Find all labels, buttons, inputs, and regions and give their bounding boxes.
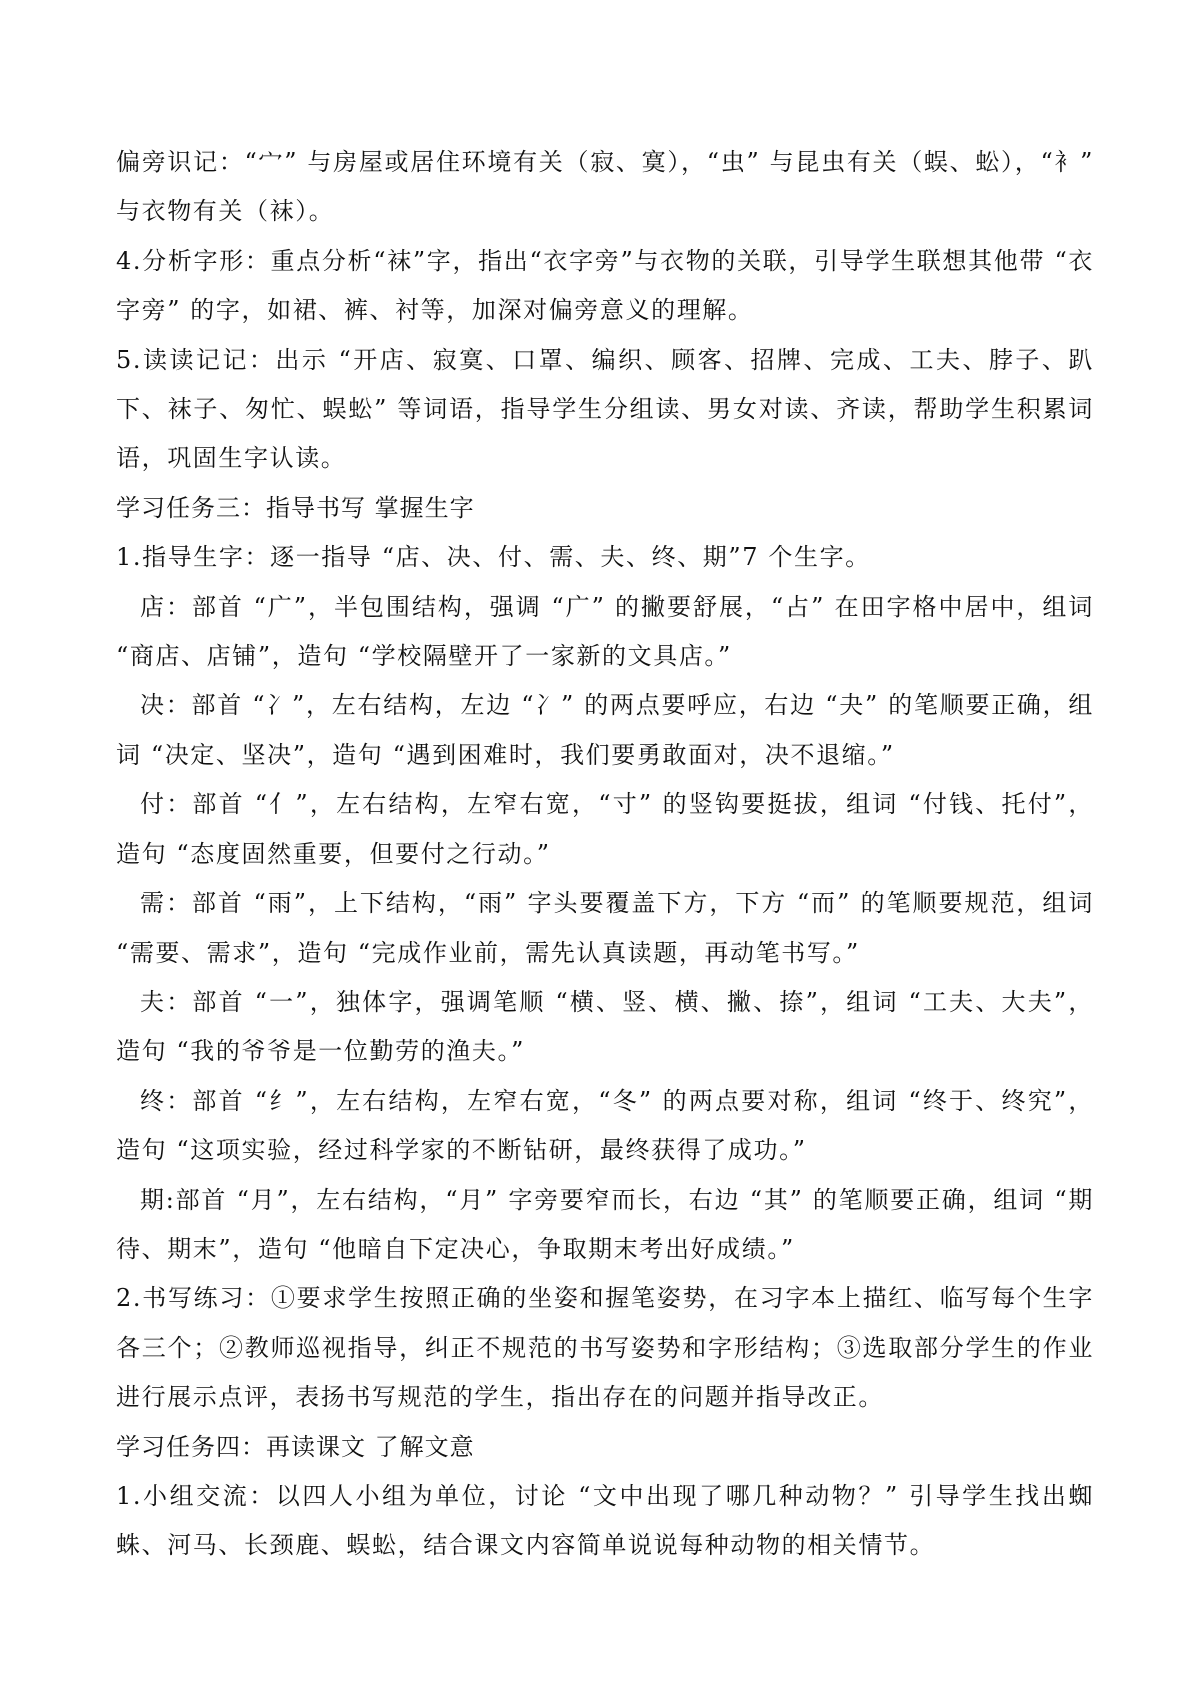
lesson-plan-text [116, 138, 1094, 1571]
section-heading-task-3: 学习任务三：指导书写 掌握生字 [116, 493, 475, 522]
paragraph-analyze-glyph: 4.分析字形：重点分析“袜”字，指出“衣字旁”与衣物的关联，引导学生联想其他带 “衣字旁” 的字，如裙、裤、衬等，加深对偏旁意义的理解。 [116, 246, 1094, 325]
paragraph-read-and-remember: 5.读读记记：出示 “开店、寂寞、口罩、编织、顾客、招牌、完成、工夫、脖子、趴下、袜子、匆忙、蜈蚣” 等词语，指导学生分组读、男女对读、齐读，帮助学生积累词语，巩固生字认读。 [116, 345, 1094, 473]
section-heading-task-4: 学习任务四：再读课文 了解文意 [116, 1432, 475, 1461]
character-entry-fu-pay: 付：部首 “亻”，左右结构，左窄右宽，“寸” 的竖钩要挺拔，组词 “付钱、托付”，造句 “态度固然重要，但要付之行动。” [116, 790, 1094, 868]
paragraph-radical-memory: 偏旁识记：“宀” 与房屋或居住环境有关（寂、寞），“虫” 与昆虫有关（蜈、蚣），“衤” 与衣物有关（袜）。 [116, 148, 1094, 226]
paragraph-group-discussion: 1.小组交流：以四人小组为单位，讨论 “文中出现了哪几种动物？” 引导学生找出蜘蛛、河马、长颈鹿、蜈蚣，结合课文内容简单说说每种动物的相关情节。 [116, 1481, 1094, 1560]
character-entry-jue: 决：部首 “冫”，左右结构，左边 “冫” 的两点要呼应，右边 “夬” 的笔顺要正确，组词 “决定、坚决”，造句 “遇到困难时，我们要勇敢面对，决不退缩。” [116, 691, 1094, 769]
character-entry-xu: 需：部首 “雨”，上下结构，“雨” 字头要覆盖下方，下方 “而” 的笔顺要规范，组词 “需要、需求”，造句 “完成作业前，需先认真读题，再动笔书写。” [116, 889, 1094, 967]
character-entry-fu-man: 夫：部首 “一”，独体字，强调笔顺 “横、竖、横、撇、捺”，组词 “工夫、大夫”，造句 “我的爷爷是一位勤劳的渔夫。” [116, 987, 1094, 1066]
paragraph-writing-practice: 2.书写练习：①要求学生按照正确的坐姿和握笔姿势，在习字本上描红、临写每个生字各三个；②教师巡视指导，纠正不规范的书写姿势和字形结构；③选取部分学生的作业进行展示点评，表扬书写规范的学生，指出存在的问题并指导改正。 [116, 1284, 1094, 1412]
character-entry-qi: 期:部首 “月”，左右结构，“月” 字旁要窄而长，右边 “其” 的笔顺要正确，组词 “期待、期末”，造句 “他暗自下定决心，争取期末考出好成绩。” [116, 1185, 1094, 1263]
paragraph-guide-characters: 1.指导生字：逐一指导 “店、决、付、需、夫、终、期”7 个生字。 [116, 543, 871, 572]
character-entry-zhong: 终：部首 “纟”，左右结构，左窄右宽，“冬” 的两点要对称，组词 “终于、终究”，造句 “这项实验，经过科学家的不断钻研，最终获得了成功。” [116, 1086, 1094, 1165]
character-entry-dian: 店：部首 “广”，半包围结构，强调 “广” 的撇要舒展，“占” 在田字格中居中，组词 “商店、店铺”，造句 “学校隔壁开了一家新的文具店。” [116, 592, 1094, 671]
